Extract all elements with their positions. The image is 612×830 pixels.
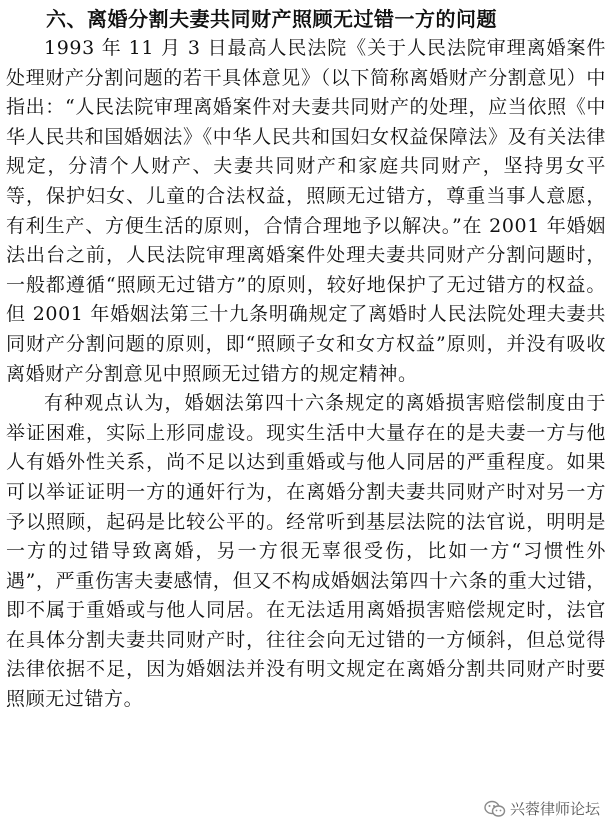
watermark-text: 兴蓉律师论坛 [509, 800, 600, 818]
paragraph-1: 1993 年 11 月 3 日最高人民法院《关于人民法院审理离婚案件处理财产分割问题的若干具体意见》（以下简称离婚财产分割意见）中指出：“人民法院审理离婚案件对夫妻共同财产的处理，应当依照《中华人民共和国婚姻法》《中华人民共和国妇女权益保障法》及有关法律规定，分清个人财产、夫妻共同财产和家庭共同财产，坚持男女平等，保护妇女、儿童的合法权益，照顾无过错方，尊重当事人意愿，有利生产、方便生活的原则，合情合理地予以解决。”在 2001 年婚姻法出台之前，人民法院审理离婚案件处理夫妻共同财产分割问题时，一般都遵循“照顾无过错方”的原则，较好地保护了无过错方的权益。但 2001 年婚姻法第三十九条明确规定了离婚时人民法院处理夫妻共同财产分割问题的原则，即“照顾子女和女方权益”原则，并没有吸收离婚财产分割意见中照顾无过错方的规定精神。 [6, 37, 606, 385]
wechat-icon [484, 800, 506, 818]
paragraph-2: 有种观点认为，婚姻法第四十六条规定的离婚损害赔偿制度由于举证困难，实际上形同虚设。现实生活中大量存在的是夫妻一方与他人有婚外性关系，尚不足以达到重婚或与他人同居的严重程度。如果可以举证证明一方的通奸行为，在离婚分割夫妻共同财产时对另一方予以照顾，起码是比较公平的。经常听到基层法院的法官说，明明是一方的过错导致离婚，另一方很无辜很受伤，比如一方“习惯性外遇”，严重伤害夫妻感情，但又不构成婚姻法第四十六条的重大过错，即不属于重婚或与他人同居。在无法适用离婚损害赔偿规定时，法官在具体分割夫妻共同财产时，往往会向无过错的一方倾斜，但总觉得法律依据不足，因为婚姻法并没有明文规定在离婚分割共同财产时要照顾无过错方。 [6, 392, 606, 711]
section-heading: 六、离婚分割夫妻共同财产照顾无过错一方的问题 [46, 7, 497, 31]
document-page [6, 4, 606, 715]
watermark [480, 797, 604, 820]
